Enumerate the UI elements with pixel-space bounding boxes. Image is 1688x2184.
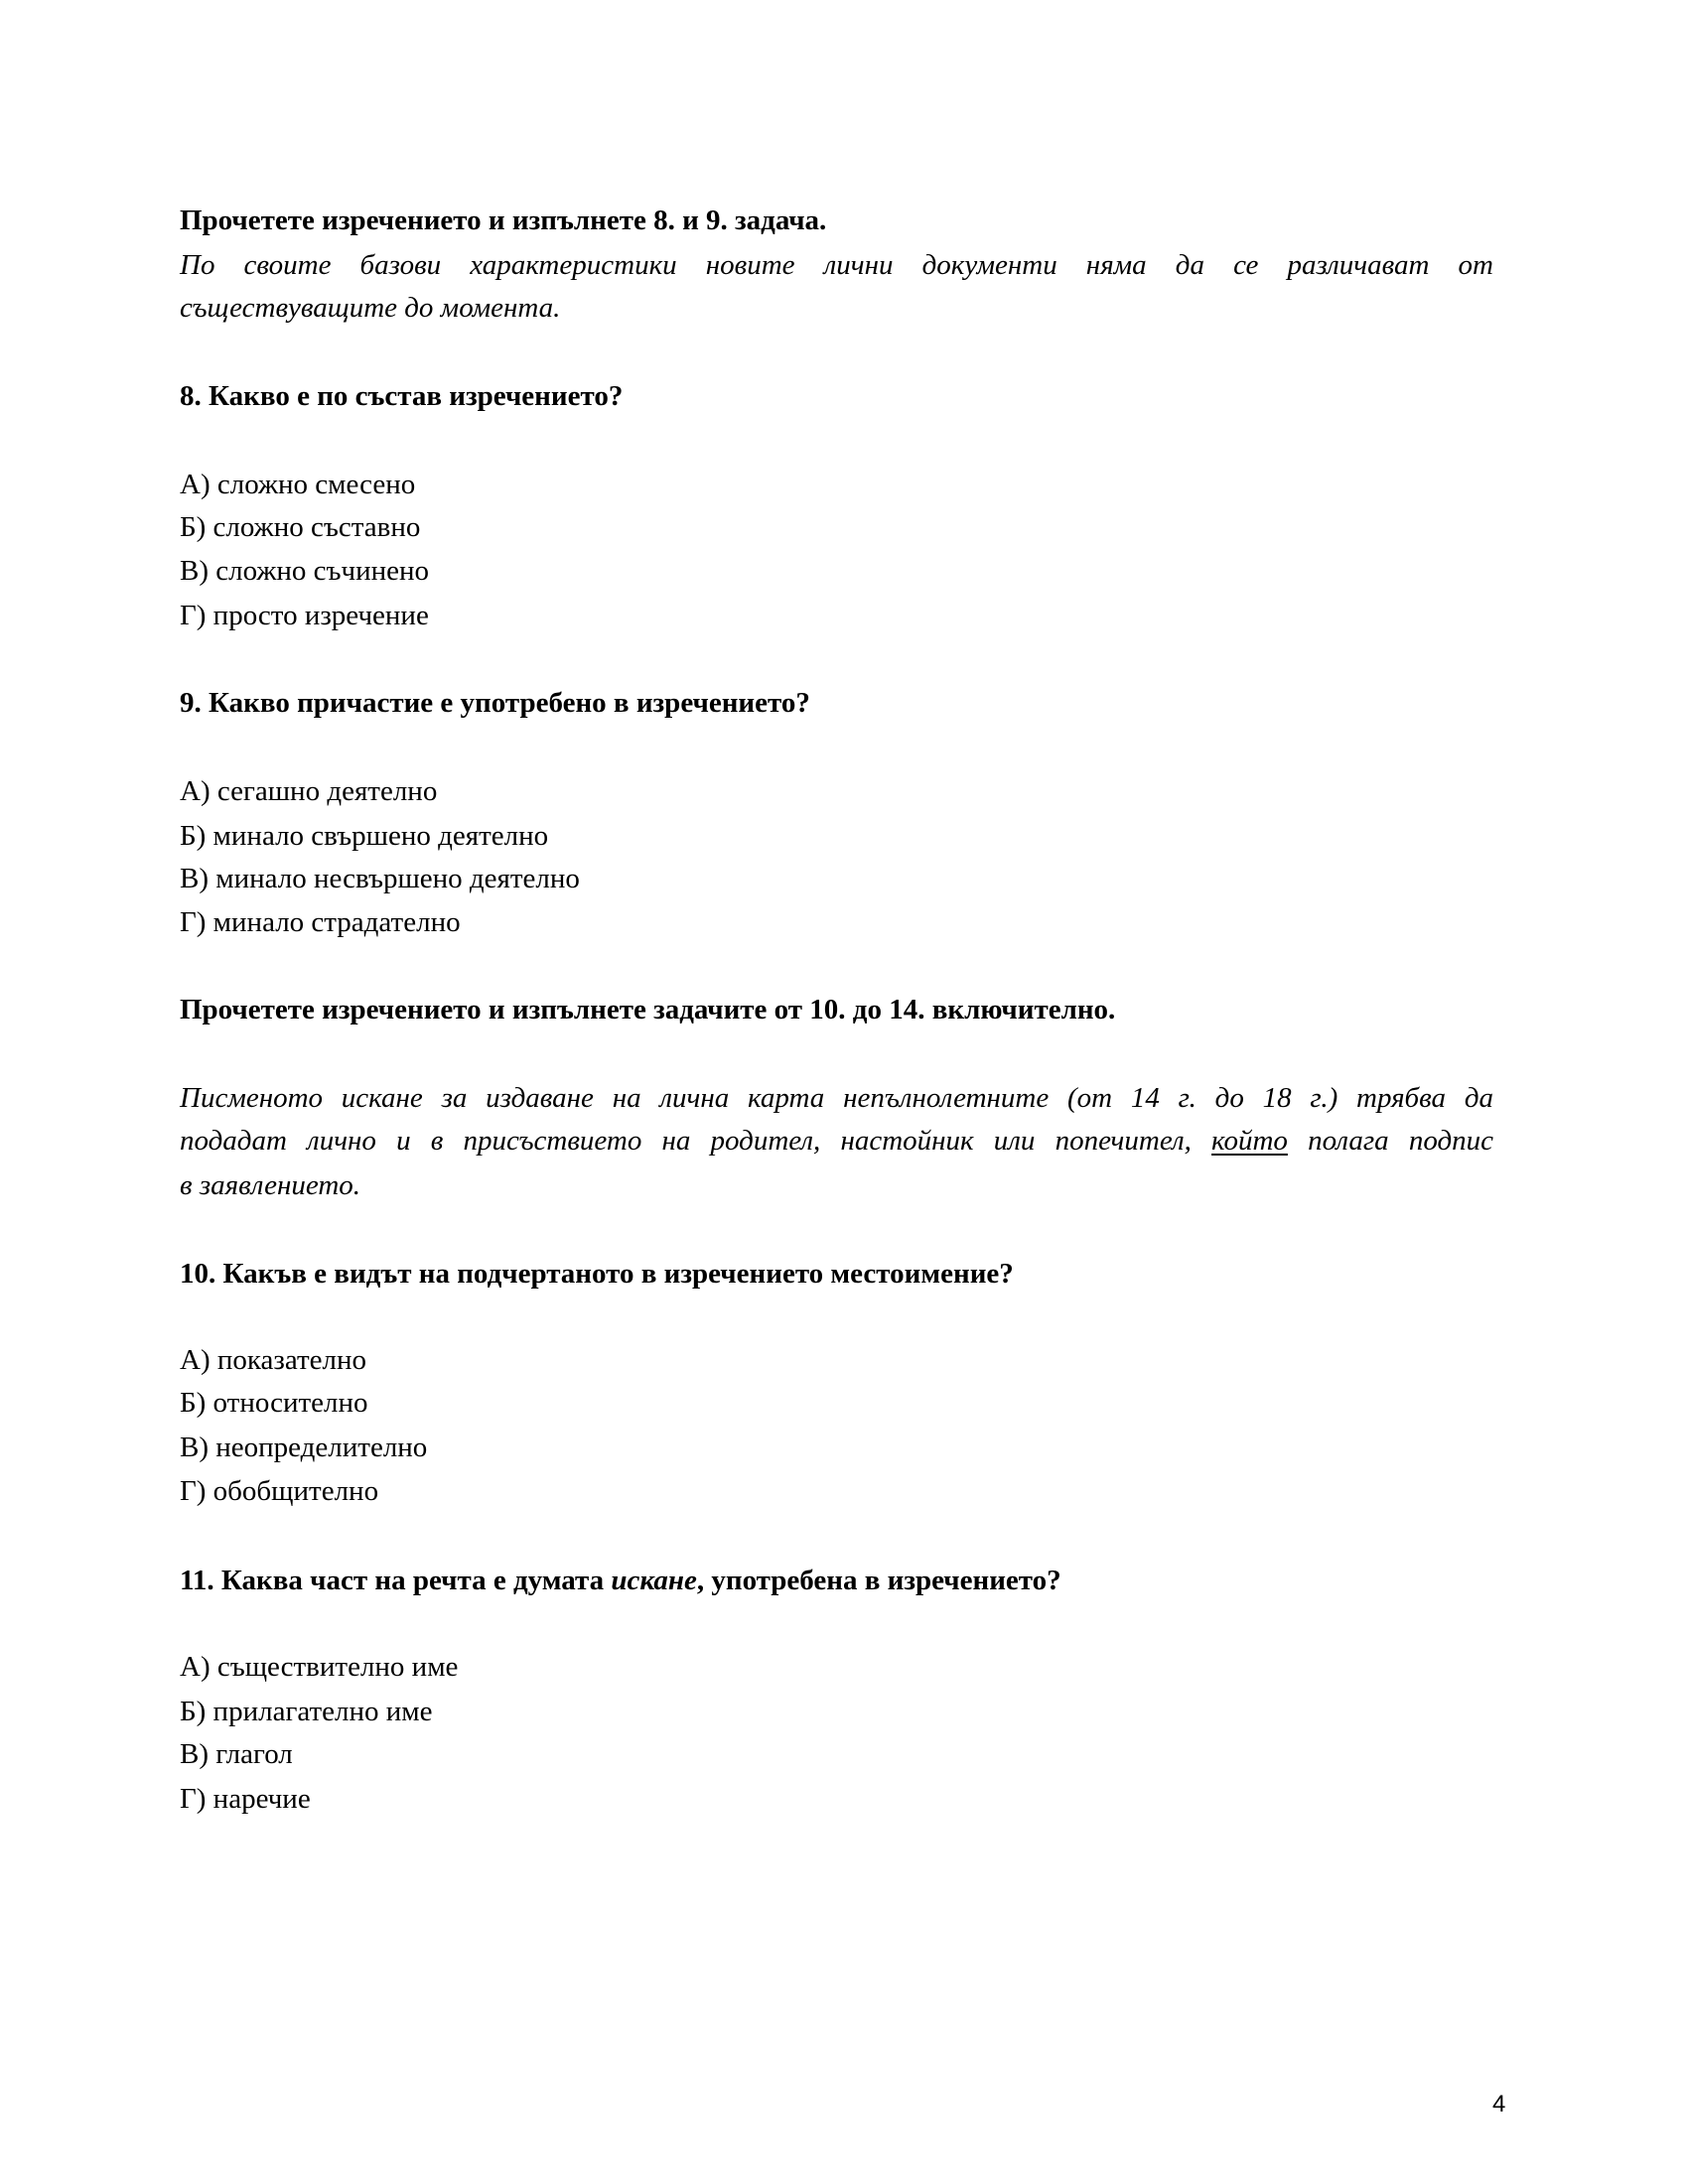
q10-option-c: В) неопределително bbox=[180, 1432, 428, 1463]
sentence-line-2: съществуващите до момента. bbox=[180, 292, 561, 324]
page-number: 4 bbox=[1492, 2091, 1506, 2117]
q10-option-a: А) показателно bbox=[180, 1344, 367, 1376]
question-11 bbox=[180, 1561, 1061, 1600]
q9-option-a: А) сегашно деятелно bbox=[180, 775, 438, 807]
q9-option-b: Б) минало свършено деятелно bbox=[180, 820, 549, 852]
sentence-line-1: По своите базови характеристики новите лични документи няма да се различават от bbox=[180, 249, 1493, 281]
passage-text: полага подпис bbox=[1287, 1125, 1493, 1157]
q9-option-c: В) минало несвършено деятелно bbox=[180, 863, 580, 894]
q8-option-c: В) сложно съчинено bbox=[180, 555, 430, 587]
question-8: 8. Какво е по състав изречението? bbox=[180, 380, 624, 412]
q10-option-b: Б) относително bbox=[180, 1387, 368, 1419]
q11-option-c: В) глагол bbox=[180, 1738, 293, 1770]
passage-text: подадат лично и в присъствието на родител, настойник или попечител, bbox=[180, 1125, 1212, 1157]
underlined-pronoun: който bbox=[1211, 1125, 1288, 1157]
q11-option-d: Г) наречие bbox=[180, 1783, 311, 1815]
passage-line-1: Писменото искане за издаване на лична карта непълнолетните (от 14 г. до 18 г.) трябва да bbox=[180, 1082, 1493, 1114]
question-text: , употребена в изречението? bbox=[696, 1565, 1061, 1596]
passage-line-3: в заявлението. bbox=[180, 1169, 361, 1201]
q11-option-b: Б) прилагателно име bbox=[180, 1696, 433, 1727]
question-9: 9. Какво причастие е употребено в изречението? bbox=[180, 687, 810, 719]
q8-option-d: Г) просто изречение bbox=[180, 600, 429, 631]
q8-option-b: Б) сложно съставно bbox=[180, 511, 421, 543]
q9-option-d: Г) минало страдателно bbox=[180, 906, 461, 938]
question-text: 11. Каква част на речта е думата bbox=[180, 1565, 612, 1596]
q8-option-a: А) сложно смесено bbox=[180, 469, 416, 500]
question-10: 10. Какъв е видът на подчертаното в изречението местоимение? bbox=[180, 1258, 1014, 1290]
italic-word: искане bbox=[611, 1565, 697, 1596]
section-heading-10-14: Прочетете изречението и изпълнете задачите от 10. до 14. включително. bbox=[180, 994, 1116, 1025]
q11-option-a: А) съществително име bbox=[180, 1651, 459, 1683]
passage-line-2 bbox=[180, 1121, 1493, 1160]
q10-option-d: Г) обобщително bbox=[180, 1475, 379, 1507]
section-heading-8-9: Прочетете изречението и изпълнете 8. и 9. задача. bbox=[180, 205, 827, 236]
